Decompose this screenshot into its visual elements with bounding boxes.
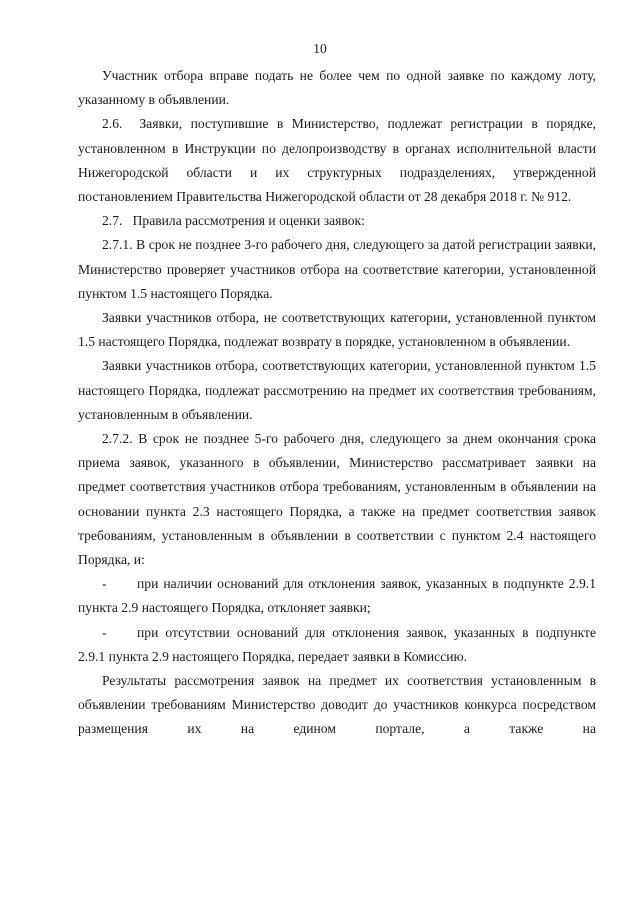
page-number: 10: [313, 41, 327, 56]
paragraph-2-6-registration: 2.6. Заявки, поступившие в Министерство, подлежат регистрации в порядке, установленном в Инструкции по делопроизводству в органах исполнительной власти Нижегородской области и их структурных подразделениях, утвержденной постановлением Правительства Нижегородской области от 28 декабря 2018 г. № 912.: [78, 116, 596, 205]
paragraph-bid-limit: Участник отбора вправе подать не более чем по одной заявке по каждому лоту, указанному в объявлении.: [78, 68, 596, 108]
list-item-forward-text: при отсутствии оснований для отклонения заявок, указанных в подпункте 2.9.1 пункта 2.9 настоящего Порядка, передает заявки в Комиссию.: [78, 624, 596, 664]
paragraph-return-nonconforming: Заявки участников отбора, не соответствующих категории, установленной пунктом 1.5 настоящего Порядка, подлежат возврату в порядке, установленном в объявлении.: [78, 310, 596, 350]
paragraph-2-7-1-check: 2.7.1. В срок не позднее 3-го рабочего дня, следующего за датой регистрации заявки, Министерство проверяет участников отбора на соответствие категории, установленной пунктом 1.5 настоящего Порядка.: [78, 237, 596, 301]
list-item-reject-text: при наличии оснований для отклонения заявок, указанных в подпункте 2.9.1 пункта 2.9 настоящего Порядка, отклоняет заявки;: [78, 576, 596, 616]
list-dash-marker: -: [102, 624, 107, 640]
paragraph-2-7-2-review: 2.7.2. В срок не позднее 5-го рабочего дня, следующего за днем окончания срока приема заявок, указанного в объявлении, Министерство рассматривает заявки на предмет соответствия участников отбора требованиям, установленным в объявлении на основании пункта 2.3 настоящего Порядка, а также на предмет соответствия заявок требованиям, установленным в объявлении в соответствии с пунктом 2.4 настоящего Порядка, и:: [78, 431, 596, 568]
paragraph-results: Результаты рассмотрения заявок на предмет их соответствия установленным в объявлении требованиям Министерство доводит до участников конкурса посредством размещения их на едином портале, а также на: [78, 673, 596, 737]
paragraph-review-conforming: Заявки участников отбора, соответствующих категории, установленной пунктом 1.5 настоящего Порядка, подлежат рассмотрению на предмет их соответствия требованиям, установленным в объявлении.: [78, 358, 596, 422]
list-item-reject: [78, 572, 596, 620]
document-body: [78, 64, 596, 742]
list-dash-marker: -: [102, 576, 107, 592]
list-item-forward: [78, 621, 596, 669]
paragraph-2-7-rules-heading: 2.7. Правила рассмотрения и оценки заявок:: [102, 213, 365, 229]
